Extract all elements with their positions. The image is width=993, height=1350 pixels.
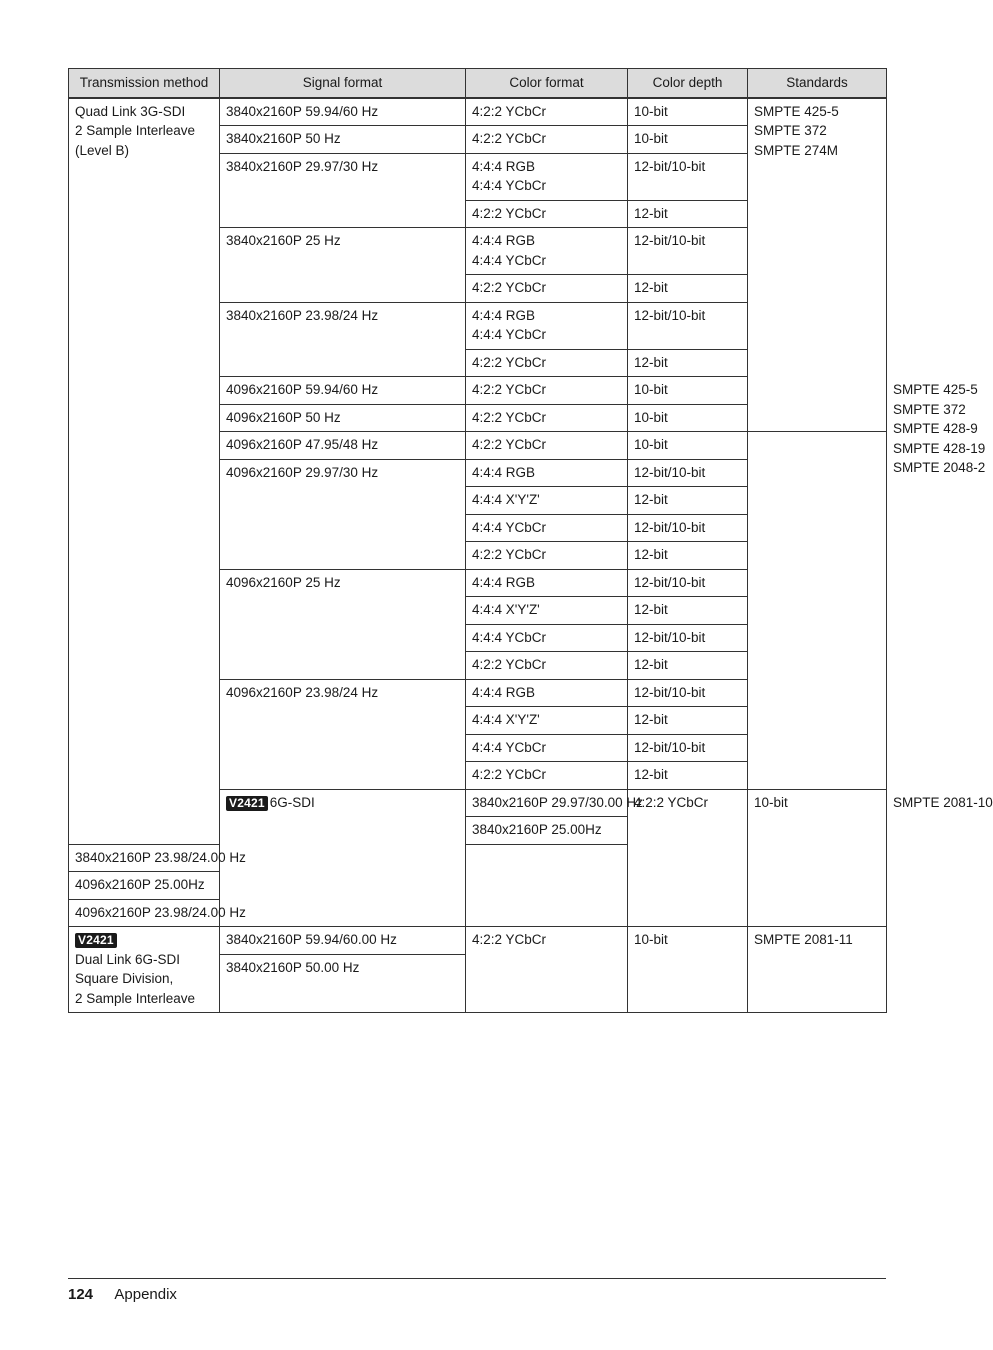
cell-color-format xyxy=(466,349,628,377)
cell-color-format xyxy=(466,404,628,432)
table-row: 4096x2160P 59.94/60 Hz 4:2:2 YCbCr 10-bit SMPTE 425-5 SMPTE 372 SMPTE 428-9 SMPTE 428-19 SMPTE 2048-2 xyxy=(69,377,887,405)
cell-signal-format xyxy=(69,872,220,900)
cell-color-format xyxy=(466,597,628,625)
cell-text: 3840x2160P 23.98/24 Hz xyxy=(226,307,379,323)
cell-color-depth: 12-bit xyxy=(628,707,748,735)
table-header-row xyxy=(69,69,887,98)
model-badge: V2421 xyxy=(226,796,268,811)
cell-text: 4:4:4 YCbCr xyxy=(472,739,547,755)
cell-color-depth: 12-bit/10-bit xyxy=(628,459,748,487)
cell-standards xyxy=(748,98,887,432)
cell-text: (Level B) xyxy=(75,142,130,158)
cell-text: 4:4:4 YCbCr xyxy=(472,629,547,645)
header-transmission-method: Transmission method xyxy=(69,69,220,98)
header-color-depth: Color depth xyxy=(628,69,748,98)
cell-text: 4:4:4 RGB xyxy=(472,574,536,590)
cell-signal-format xyxy=(220,459,466,569)
cell-text: Square Division, xyxy=(75,971,174,986)
cell-line xyxy=(75,930,213,950)
cell-color-depth: 10-bit xyxy=(628,432,748,460)
cell-text: 3840x2160P 29.97/30 Hz xyxy=(226,158,379,174)
cell-color-format xyxy=(466,569,628,597)
cell-text: 4:4:4 YCbCr xyxy=(472,178,547,193)
cell-text: 3840x2160P 59.94/60 Hz xyxy=(226,103,379,119)
cell-color-depth: 10-bit xyxy=(628,404,748,432)
cell-signal-format xyxy=(220,98,466,126)
cell-signal-format xyxy=(220,569,466,679)
cell-signal-format xyxy=(220,302,466,377)
signal-format-table xyxy=(68,68,993,1013)
cell-color-format xyxy=(466,927,628,1013)
cell-color-format xyxy=(466,652,628,680)
header-color-format: Color format xyxy=(466,69,628,98)
cell-text: 3840x2160P 29.97/30.00 Hz xyxy=(472,794,643,810)
table-row xyxy=(69,98,887,126)
cell-color-depth: 12-bit xyxy=(628,597,748,625)
cell-text: 4096x2160P 23.98/24 Hz xyxy=(226,684,379,700)
cell-text: 4:2:2 YCbCr xyxy=(472,382,547,397)
cell-text: 4:2:2 YCbCr xyxy=(472,280,547,295)
cell-text: 4:2:2 YCbCr xyxy=(472,354,547,370)
cell-text: 4096x2160P 59.94/60 Hz xyxy=(226,382,379,397)
cell-color-format xyxy=(466,432,628,460)
cell-color-depth: 12-bit/10-bit xyxy=(628,228,748,275)
cell-text: 2 Sample Interleave xyxy=(75,990,196,1006)
cell-signal-format xyxy=(220,954,466,1012)
cell-signal-format xyxy=(220,153,466,228)
cell-text: 4:2:2 YCbCr xyxy=(472,205,547,221)
cell-text: 2 Sample Interleave xyxy=(75,123,196,138)
cell-text: 4:2:2 YCbCr xyxy=(472,409,547,425)
cell-color-depth: 12-bit xyxy=(628,349,748,377)
cell-text: 4:4:4 RGB xyxy=(472,158,536,174)
cell-transmission-method xyxy=(69,927,220,1013)
cell-text: 3840x2160P 25.00Hz xyxy=(472,822,602,837)
cell-text: SMPTE 2081-11 xyxy=(754,932,853,947)
cell-text: 4:2:2 YCbCr xyxy=(472,131,547,146)
cell-color-format xyxy=(466,275,628,303)
cell-color-format xyxy=(466,459,628,487)
cell-color-format xyxy=(466,153,628,200)
cell-text: 4:2:2 YCbCr xyxy=(472,437,547,452)
cell-signal-format xyxy=(220,228,466,303)
cell-color-depth: 12-bit/10-bit xyxy=(628,153,748,200)
cell-color-format xyxy=(466,126,628,154)
cell-color-depth: 10-bit xyxy=(628,927,748,1013)
cell-text: 3840x2160P 25 Hz xyxy=(226,233,341,248)
cell-text: 4:4:4 X'Y'Z' xyxy=(472,712,540,727)
cell-color-depth: 12-bit/10-bit xyxy=(628,302,748,349)
cell-text: 4:4:4 RGB xyxy=(472,307,536,323)
cell-text: 4096x2160P 25 Hz xyxy=(226,574,341,590)
cell-text: 4:4:4 RGB xyxy=(472,464,536,480)
cell-text: 4:2:2 YCbCr xyxy=(472,657,547,672)
cell-signal-format xyxy=(220,404,466,432)
cell-color-format xyxy=(466,734,628,762)
cell-color-depth: 10-bit xyxy=(628,377,748,405)
footer-divider xyxy=(68,1278,886,1279)
cell-text: 4:4:4 RGB xyxy=(472,233,536,248)
cell-color-depth: 12-bit/10-bit xyxy=(628,734,748,762)
table-row xyxy=(69,927,887,955)
cell-text: Dual Link 6G-SDI xyxy=(75,951,181,967)
header-signal-format: Signal format xyxy=(220,69,466,98)
cell-color-depth: 12-bit/10-bit xyxy=(628,679,748,707)
cell-color-format xyxy=(466,302,628,349)
cell-signal-format xyxy=(69,899,246,927)
cell-color-depth: 12-bit/10-bit xyxy=(628,514,748,542)
cell-color-format xyxy=(466,679,628,707)
cell-signal-format xyxy=(220,927,466,955)
cell-text: 3840x2160P 50 Hz xyxy=(226,131,341,146)
cell-standards xyxy=(748,927,887,1013)
cell-color-format xyxy=(466,624,628,652)
cell-text: 4:4:4 YCbCr xyxy=(472,519,547,535)
cell-text: SMPTE 372 xyxy=(754,123,827,138)
cell-text: Quad Link 3G-SDI xyxy=(75,103,186,119)
cell-color-depth: 12-bit xyxy=(628,275,748,303)
cell-color-depth: 10-bit xyxy=(628,98,748,126)
cell-text: 4:2:2 YCbCr xyxy=(472,932,547,947)
cell-color-depth: 12-bit xyxy=(628,542,748,570)
cell-text: SMPTE 425-5 xyxy=(754,103,839,119)
cell-color-depth: 12-bit xyxy=(628,762,748,790)
cell-signal-format xyxy=(466,817,628,845)
cell-text: 4:4:4 X'Y'Z' xyxy=(472,492,540,507)
cell-text: 4:2:2 YCbCr xyxy=(472,547,547,562)
cell-transmission-method xyxy=(220,789,466,927)
cell-transmission-method xyxy=(69,98,220,845)
cell-signal-format xyxy=(220,432,466,460)
page-number: 124 xyxy=(68,1286,94,1303)
section-title: Appendix xyxy=(114,1286,177,1303)
cell-color-format xyxy=(466,542,628,570)
cell-color-format xyxy=(628,789,748,927)
cell-text: 3840x2160P 59.94/60.00 Hz xyxy=(226,932,397,947)
cell-line xyxy=(226,793,459,813)
cell-color-format xyxy=(466,707,628,735)
cell-color-format xyxy=(466,762,628,790)
cell-signal-format xyxy=(69,844,246,872)
cell-color-format xyxy=(466,514,628,542)
cell-signal-format xyxy=(220,377,466,405)
cell-color-depth: 12-bit xyxy=(628,200,748,228)
cell-color-depth: 12-bit/10-bit xyxy=(628,624,748,652)
cell-text: 6G-SDI xyxy=(269,794,315,810)
cell-text: 4:4:4 RGB xyxy=(472,684,536,700)
cell-text: 4:2:2 YCbCr xyxy=(472,103,547,119)
cell-color-depth: 10-bit xyxy=(628,126,748,154)
table-row: V2421 6G-SDI 3840x2160P 29.97/30.00 Hz 4:2:2 YCbCr 10-bit SMPTE 2081-10 xyxy=(69,789,887,817)
cell-signal-format xyxy=(220,126,466,154)
cell-text: 4096x2160P 29.97/30 Hz xyxy=(226,464,379,480)
cell-color-depth: 10-bit xyxy=(748,789,887,927)
cell-text: 4096x2160P 25.00Hz xyxy=(75,877,205,892)
cell-color-depth: 12-bit xyxy=(628,487,748,515)
cell-color-format xyxy=(466,377,628,405)
header-standards: Standards xyxy=(748,69,887,98)
cell-text: 4:4:4 YCbCr xyxy=(472,252,547,268)
cell-text: 4096x2160P 23.98/24.00 Hz xyxy=(75,904,246,920)
cell-text: 4:2:2 YCbCr xyxy=(472,767,547,782)
cell-text: 4:4:4 X'Y'Z' xyxy=(472,602,540,617)
cell-color-format xyxy=(466,228,628,275)
cell-signal-format xyxy=(220,679,466,789)
cell-signal-format xyxy=(466,789,643,817)
model-badge: V2421 xyxy=(75,933,117,948)
cell-color-depth: 12-bit xyxy=(628,652,748,680)
cell-text: SMPTE 274M xyxy=(754,142,839,158)
cell-text: 4:2:2 YCbCr xyxy=(634,794,709,810)
cell-color-depth: 12-bit/10-bit xyxy=(628,569,748,597)
cell-text: 4096x2160P 47.95/48 Hz xyxy=(226,437,379,452)
cell-color-format xyxy=(466,487,628,515)
cell-text: 4096x2160P 50 Hz xyxy=(226,409,341,425)
table-body xyxy=(69,98,993,1013)
cell-text: 3840x2160P 50.00 Hz xyxy=(226,959,360,975)
cell-color-format xyxy=(466,200,628,228)
cell-color-format xyxy=(466,98,628,126)
page-footer xyxy=(68,1286,177,1303)
cell-text: 3840x2160P 23.98/24.00 Hz xyxy=(75,849,246,865)
cell-text: 4:4:4 YCbCr xyxy=(472,327,547,342)
